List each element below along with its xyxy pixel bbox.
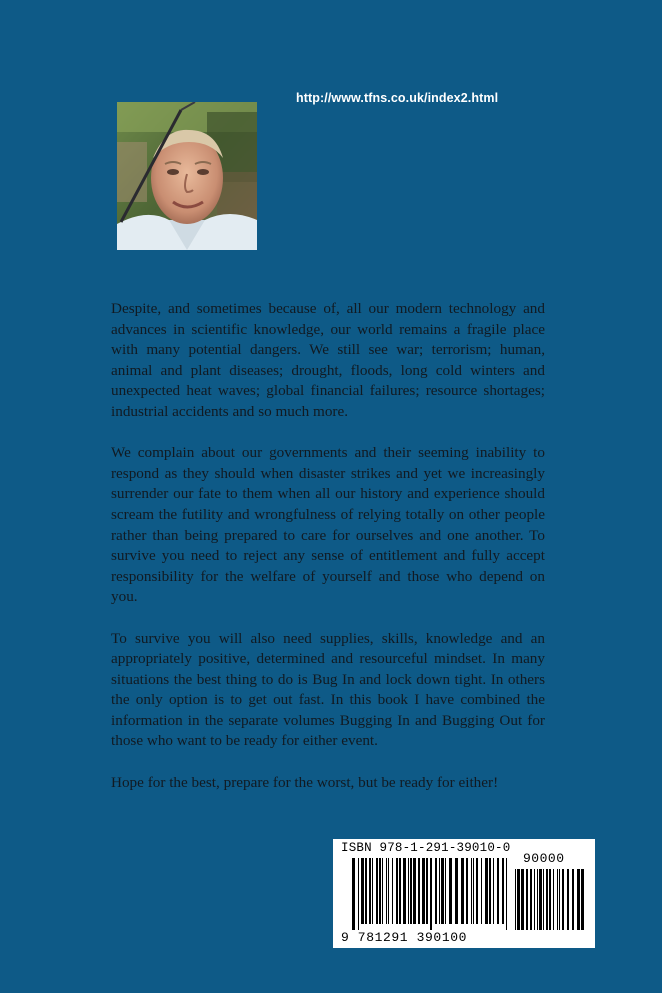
price-code: 90000	[523, 851, 565, 866]
barcode-bar	[577, 869, 580, 930]
barcode-bar	[530, 869, 532, 930]
barcode-bar	[559, 869, 560, 930]
barcode-bar	[445, 858, 446, 924]
barcode-bar	[517, 869, 520, 930]
barcode-bar	[521, 869, 524, 930]
barcode-bar	[372, 858, 373, 924]
isbn-barcode	[333, 839, 595, 948]
barcode-bar	[485, 858, 488, 924]
barcode-bar	[441, 858, 444, 924]
blurb-text	[111, 299, 545, 814]
blurb-paragraph: Hope for the best, prepare for the worst, but be ready for either!	[111, 773, 499, 791]
barcode-bar	[549, 869, 551, 930]
barcode-bar	[543, 869, 544, 930]
barcode-bar	[379, 858, 381, 924]
barcode-bar	[403, 858, 406, 924]
barcode-bar	[399, 858, 401, 924]
barcode-bar	[557, 869, 558, 930]
barcode-bar	[481, 858, 482, 924]
barcode-bar	[382, 858, 383, 924]
ean-digits: 9 781291 390100	[341, 930, 468, 945]
barcode-bar	[515, 869, 516, 930]
barcode-bar	[408, 858, 409, 924]
barcode-bar	[418, 858, 420, 924]
barcode-bar	[567, 869, 569, 930]
author-photo	[117, 102, 257, 250]
isbn-label: ISBN 978-1-291-39010-0	[341, 841, 511, 855]
barcode-bar	[562, 869, 564, 930]
barcode-bar	[489, 858, 491, 924]
barcode-bar	[546, 869, 548, 930]
barcode-bars-icon	[352, 858, 510, 930]
barcode-bar	[537, 869, 538, 930]
blurb-paragraph: To survive you will also need supplies, skills, knowledge and an appropriately positive, determined and resourceful mindset. In many situations the best thing to do is Bug In and lock down tight. In others the only option is to get out fast. In this book I have combined the information in the separate volumes Bugging In and Bugging Out for those who want to be ready for either event.	[111, 629, 545, 750]
barcode-bar	[497, 858, 499, 924]
website-url[interactable]: http://www.tfns.co.uk/index2.html	[296, 91, 499, 105]
barcode-bar	[358, 858, 359, 930]
barcode-bar	[388, 858, 389, 924]
barcode-bar	[413, 858, 416, 924]
addon-barcode-bars-icon	[515, 869, 585, 930]
barcode-bar	[493, 858, 494, 924]
barcode-bar	[506, 858, 507, 930]
barcode-bar	[572, 869, 574, 930]
barcode-bar	[396, 858, 398, 924]
barcode-bar	[361, 858, 364, 924]
barcode-bar	[376, 858, 378, 924]
barcode-bar	[449, 858, 452, 924]
barcode-bar	[502, 858, 504, 924]
barcode-bar	[476, 858, 478, 924]
barcode-bar	[581, 869, 584, 930]
barcode-bar	[471, 858, 472, 924]
barcode-bar	[426, 858, 428, 924]
barcode-bar	[352, 858, 355, 930]
barcode-bar	[430, 858, 432, 930]
barcode-bar	[455, 858, 458, 924]
barcode-bar	[534, 869, 535, 930]
barcode-bar	[392, 858, 393, 924]
barcode-bar	[369, 858, 371, 924]
barcode-bar	[539, 869, 542, 930]
barcode-bar	[422, 858, 425, 924]
barcode-bar	[461, 858, 464, 924]
blurb-paragraph: We complain about our governments and their seeming inability to respond as they should when disaster strikes and yet we increasingly surrender our fate to them when all our history and experience should scream the futility and wrongfulness of relying totally on other people rather than being prepared to care for ourselves and one another. To survive you need to reject any sense of entitlement and fully accept responsibility for the welfare of yourself and those who depend on you.	[111, 444, 545, 606]
barcode-bar	[365, 858, 367, 924]
barcode-bar	[439, 858, 440, 924]
barcode-bar	[553, 869, 554, 930]
barcode-bar	[466, 858, 468, 924]
barcode-bar	[435, 858, 437, 924]
barcode-bar	[526, 869, 528, 930]
barcode-bar	[386, 858, 387, 924]
barcode-bar	[473, 858, 474, 924]
blurb-paragraph: Despite, and sometimes because of, all our modern technology and advances in scientific knowledge, our world remains a fragile place with many potential dangers. We still see war; terrorism; human, animal and plant diseases; drought, floods, long cold winters and unexpected heat waves; global financial failures; resource shortages; industrial accidents and so much more.	[111, 300, 545, 420]
barcode-bar	[410, 858, 412, 924]
